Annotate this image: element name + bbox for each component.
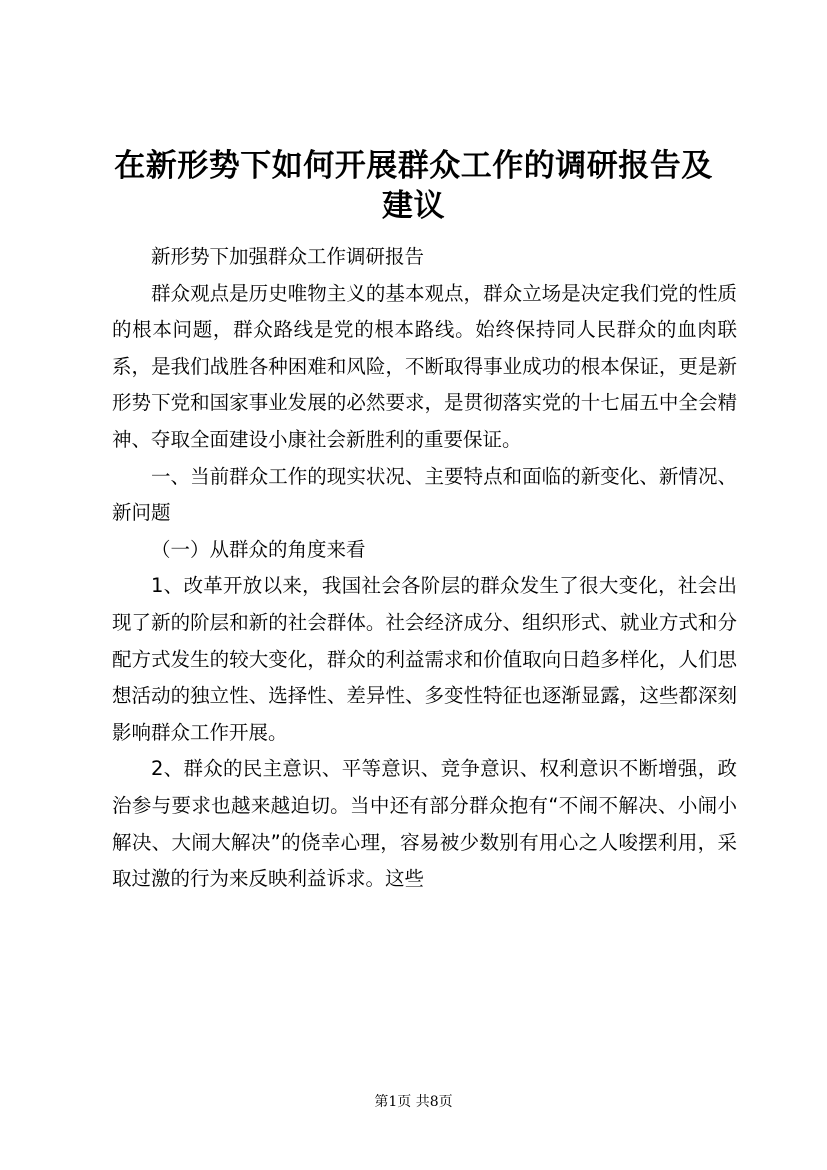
document-title: 在新形势下如何开展群众工作的调研报告及建议 [114, 148, 713, 224]
page-number-footer: 第1页 共8页 [374, 1094, 453, 1110]
document-body [112, 239, 737, 898]
point-paragraph-2: 2、群众的民主意识、平等意识、竞争意识、权利意识不断增强，政治参与要求也越来越迫切。当中还有部分群众抱有“不闹不解决、小闹小解决、大闹大解决”的侥幸心理，容易被少数别有用心之人唆摆利用，采取过激的行为来反映利益诉求。这些 [112, 757, 737, 891]
intro-paragraph: 群众观点是历史唯物主义的基本观点，群众立场是决定我们党的性质的根本问题，群众路线是党的根本路线。始终保持同人民群众的血肉联系，是我们战胜各种困难和风险，不断取得事业成功的根本保证，更是新形势下党和国家事业发展的必然要求，是贯彻落实党的十七届五中全会精神、夺取全面建设小康社会新胜利的重要保证。 [112, 281, 737, 451]
subsection-heading: （一）从群众的角度来看 [151, 537, 366, 561]
section-heading: 一、当前群众工作的现实状况、主要特点和面临的新变化、新情况、新问题 [112, 464, 737, 525]
subtitle-paragraph: 新形势下加强群众工作调研报告 [151, 245, 425, 268]
point-paragraph-1: 1、改革开放以来，我国社会各阶层的群众发生了很大变化，社会出现了新的阶层和新的社会群体。社会经济成分、组织形式、就业方式和分配方式发生的较大变化，群众的利益需求和价值取向日趋多样化，人们思想活动的独立性、选择性、差异性、多变性特征也逐渐显露，这些都深刻影响群众工作开展。 [112, 574, 737, 744]
